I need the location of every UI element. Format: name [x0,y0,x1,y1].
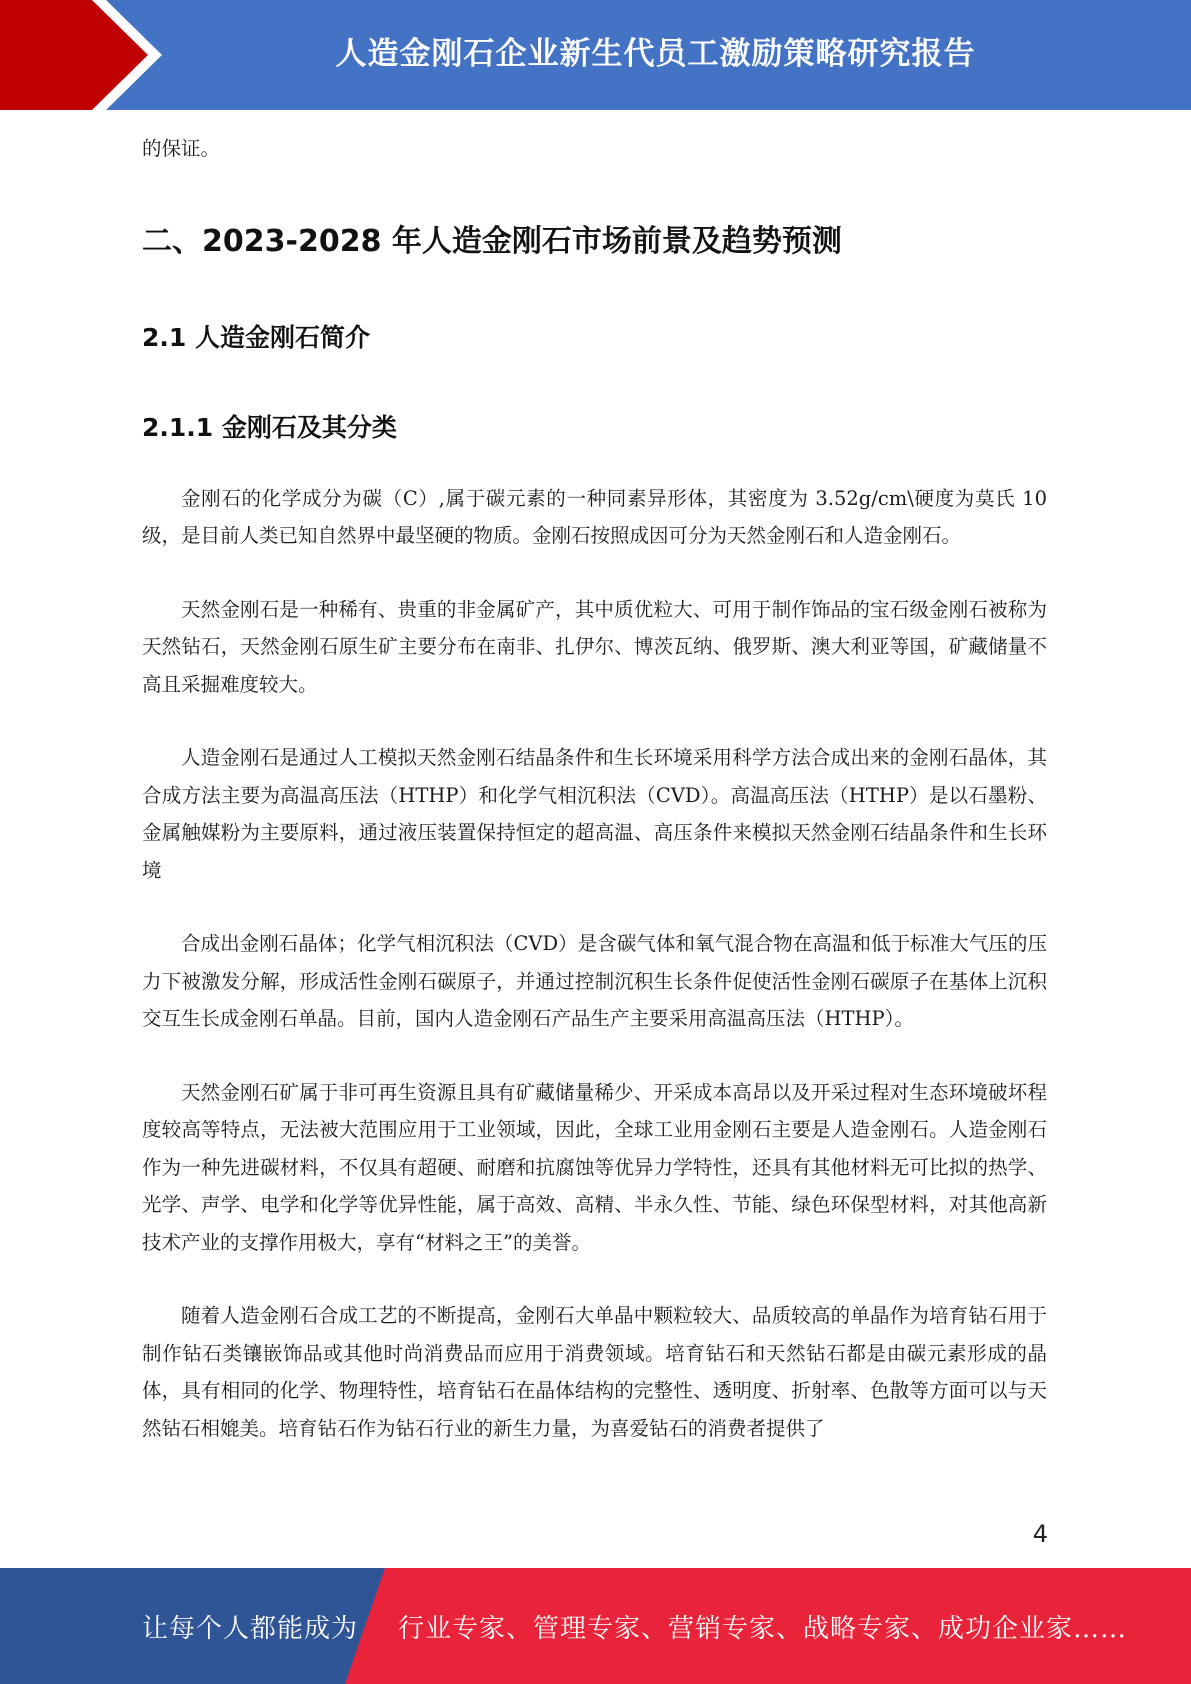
paragraph: 合成出金刚石晶体；化学气相沉积法（CVD）是含碳气体和氧气混合物在高温和低于标准大气压的压力下被激发分解，形成活性金刚石碳原子，并通过控制沉积生长条件促使活性金刚石碳原子在基体上沉积交互生长成金刚石单晶。目前，国内人造金刚石产品生产主要采用高温高压法（HTHP）。 [142,932,1047,1030]
footer-slogan-left: 让每个人都能成为 [142,1614,359,1644]
paragraph: 人造金刚石是通过人工模拟天然金刚石结晶条件和生长环境采用科学方法合成出来的金刚石晶体，其合成方法主要为高温高压法（HTHP）和化学气相沉积法（CVD）。高温高压法（HTHP）是以石墨粉、金属触媒粉为主要原料，通过液压装置保持恒定的超高温、高压条件来模拟天然金刚石结晶条件和生长环境 [142,746,1047,882]
page-footer [0,1568,1191,1684]
subsubsection-title: 2.1.1 金刚石及其分类 [142,412,397,442]
page-content [142,130,1047,1447]
subsection-title: 2.1 人造金刚石简介 [142,322,370,352]
page-header [0,0,1191,110]
page-number: 4 [1032,1520,1048,1548]
section-title: 二、2023-2028 年人造金刚石市场前景及趋势预测 [142,223,842,259]
paragraph: 天然金刚石矿属于非可再生资源且具有矿藏储量稀少、开采成本高昂以及开采过程对生态环境破坏程度较高等特点，无法被大范围应用于工业领域，因此，全球工业用金刚石主要是人造金刚石。人造金刚石作为一种先进碳材料，不仅具有超硬、耐磨和抗腐蚀等优异力学特性，还具有其他材料无可比拟的热学、光学、声学、电学和化学等优异性能，属于高效、高精、半永久性、节能、绿色环保型材料，对其他高新技术产业的支撑作用极大，享有“材料之王”的美誉。 [142,1080,1047,1254]
report-title: 人造金刚石企业新生代员工激励策略研究报告 [335,36,976,72]
footer-slogan-right: 行业专家、管理专家、营销专家、战略专家、成功企业家…… [398,1614,1128,1644]
paragraph: 随着人造金刚石合成工艺的不断提高，金刚石大单晶中颗粒较大、品质较高的单晶作为培育钻石用于制作钻石类镶嵌饰品或其他时尚消费品而应用于消费领域。培育钻石和天然钻石都是由碳元素形成的晶体，具有相同的化学、物理特性，培育钻石在晶体结构的完整性、透明度、折射率、色散等方面可以与天然钻石相媲美。培育钻石作为钻石行业的新生力量，为喜爱钻石的消费者提供了 [142,1304,1047,1440]
paragraph: 金刚石的化学成分为碳（C）,属于碳元素的一种同素异形体，其密度为 3.52g/cm\硬度为莫氏 10 级，是目前人类已知自然界中最坚硬的物质。金刚石按照成因可分为天然金刚石和人造金刚石。 [142,486,1047,547]
paragraph: 天然金刚石是一种稀有、贵重的非金属矿产，其中质优粒大、可用于制作饰品的宝石级金刚石被称为天然钻石，天然金刚石原生矿主要分布在南非、扎伊尔、博茨瓦纳、俄罗斯、澳大利亚等国，矿藏储量不高且采掘难度较大。 [142,597,1047,696]
lead-text: 的保证。 [142,137,221,160]
